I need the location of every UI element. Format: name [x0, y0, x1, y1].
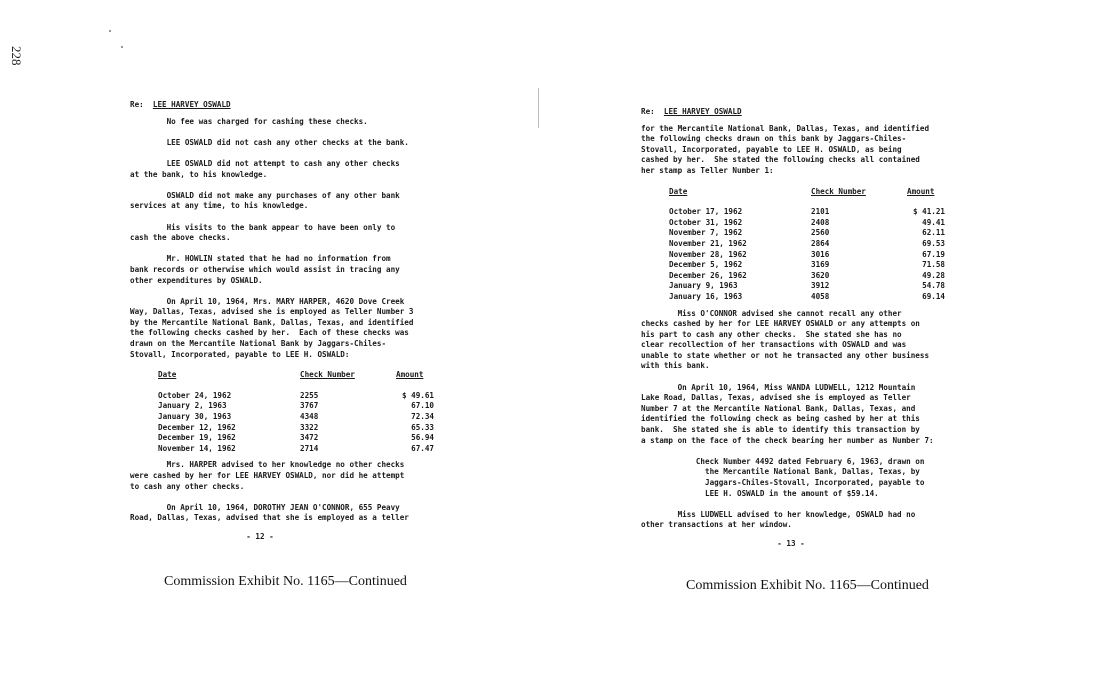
check-number-cell: 3912 [811, 281, 830, 291]
paragraph: for the Mercantile National Bank, Dallas, Texas, and identified the following checks drawn on this bank by Jaggars-Chiles- Stovall, Incorporated, payable to LEE H. OSWALD, as being cashed by her. She stated the following checks all contained her stamp as Teller Number 1: [641, 123, 930, 175]
date-cell: November 28, 1962 [669, 249, 747, 259]
check-number-cell: 2560 [811, 228, 830, 238]
re-subject: LEE HARVEY OSWALD [152, 100, 231, 109]
paragraph: Miss LUDWELL advised to her knowledge, OSWALD had no other transactions at her window. [641, 509, 916, 530]
table-row [669, 218, 945, 229]
left-paragraphs [130, 117, 490, 361]
amount-cell: 71.58 [922, 260, 945, 270]
paragraph: No fee was charged for cashing these checks. [130, 116, 368, 126]
check-number-cell: 2255 [300, 390, 319, 400]
left-page [130, 100, 490, 543]
table-row [158, 423, 434, 434]
table-header-row [669, 187, 945, 208]
amount-cell: $ 49.61 [401, 390, 434, 400]
paragraph: Miss O'CONNOR advised she cannot recall any other checks cashed by her for LEE HARVEY OSWALD or any attempts on his part to cash any other checks. She stated she has no clear recollection of her transactions with OSWALD and was unable to state whether or not he transacted any other business with this bank. [641, 308, 930, 371]
table-row [669, 207, 945, 218]
table-row [669, 260, 945, 271]
check-number-cell: 4348 [300, 412, 319, 422]
left-paragraphs-after [130, 460, 490, 524]
table-row [669, 228, 945, 239]
check-number-cell: 2714 [300, 443, 319, 453]
table-row [669, 281, 945, 292]
paragraph: Mr. HOWLIN stated that he had no information from bank records or otherwise which would assist in tracing any other expenditures by OSWALD. [130, 254, 400, 285]
column-header: Check Number [300, 370, 355, 380]
amount-cell: 67.10 [411, 401, 434, 411]
amount-cell: 65.33 [411, 422, 434, 432]
paragraph: On April 10, 1964, DOROTHY JEAN O'CONNOR, 655 Peavy Road, Dallas, Texas, advised that she is employed as a teller [130, 502, 409, 523]
page-footer-number: - 13 - [777, 538, 805, 548]
paragraph: His visits to the bank appear to have been only to cash the above checks. [130, 222, 396, 243]
date-cell: December 5, 1962 [669, 260, 743, 270]
check-number-cell: 3472 [300, 433, 319, 443]
amount-cell: 67.19 [922, 249, 945, 259]
date-cell: November 14, 1962 [158, 443, 236, 453]
table-row [669, 271, 945, 282]
re-subject: LEE HARVEY OSWALD [663, 107, 742, 116]
table-row [669, 292, 945, 303]
table-row [158, 391, 434, 402]
table-row [669, 250, 945, 261]
exhibit-caption-left [164, 574, 407, 590]
paragraph: Mrs. HARPER advised to her knowledge no other checks were cashed by her for LEE HARVEY OSWALD, nor did he attempt to cash any other checks. [130, 460, 405, 491]
date-cell: December 26, 1962 [669, 270, 747, 280]
check-number-cell: 4058 [811, 291, 830, 301]
amount-cell: 62.11 [922, 228, 945, 238]
caption-text: Commission Exhibit No. 1165—Continued [686, 578, 929, 593]
date-cell: December 19, 1962 [158, 433, 236, 443]
amount-cell: 72.34 [411, 412, 434, 422]
paragraph: On April 10, 1964, Miss WANDA LUDWELL, 1212 Mountain Lake Road, Dallas, Texas, advised she is employed as Teller Number 7 at the Mercantile National Bank, Dallas, Texas, and identified the following check as being cashed by her at this bank. She stated she is able to identify this transaction by a stamp on the face of the check bearing her number as Number 7: [641, 382, 934, 445]
date-cell: January 9, 1963 [669, 281, 738, 291]
column-header: Date [158, 370, 177, 380]
column-header: Date [669, 186, 688, 196]
paragraph: LEE OSWALD did not attempt to cash any other checks at the bank, to his knowledge. [130, 158, 400, 179]
amount-cell: 49.28 [922, 270, 945, 280]
table-row [669, 239, 945, 250]
paragraph: On April 10, 1964, Mrs. MARY HARPER, 4620 Dove Creek Way, Dallas, Texas, advised she is employed as Teller Number 3 by the Mercantile National Bank, Dallas, Texas, and identified the following checks cashed by her. Each of these checks was drawn on the Mercantile National Bank by Jaggars-Chiles- Stovall, Incorporated, payable to LEE H. OSWALD: [130, 296, 414, 359]
column-header: Check Number [811, 186, 866, 196]
table-row [158, 412, 434, 423]
check-number-cell: 3620 [811, 270, 830, 280]
page-number: 228 [9, 46, 24, 66]
amount-cell: 54.78 [922, 281, 945, 291]
exhibit-caption-right [686, 578, 929, 594]
date-cell: January 16, 1963 [669, 291, 743, 301]
date-cell: December 12, 1962 [158, 422, 236, 432]
amount-cell: $ 41.21 [912, 207, 945, 217]
table-body [669, 207, 945, 302]
re-line [130, 100, 490, 111]
date-cell: January 30, 1963 [158, 412, 232, 422]
table-header-row [158, 370, 434, 391]
scan-speck [109, 30, 111, 32]
re-line [641, 107, 1001, 118]
right-paragraphs-after [641, 309, 1001, 531]
check-number-cell: 3767 [300, 401, 319, 411]
left-checks-table [158, 370, 434, 454]
amount-cell: 67.47 [411, 443, 434, 453]
check-number-cell: 2101 [811, 207, 830, 217]
date-cell: November 21, 1962 [669, 238, 747, 248]
right-checks-table [669, 187, 945, 303]
re-label: Re: [130, 100, 144, 109]
paragraph: LEE OSWALD did not cash any other checks at the bank. [130, 137, 409, 147]
scan-speck [121, 46, 123, 48]
column-header: Amount [396, 370, 424, 380]
amount-cell: 69.14 [922, 291, 945, 301]
date-cell: October 24, 1962 [158, 390, 232, 400]
column-header: Amount [907, 186, 935, 196]
date-cell: January 2, 1963 [158, 401, 227, 411]
right-page [641, 107, 1001, 550]
table-row [158, 444, 434, 455]
check-number-cell: 2864 [811, 238, 830, 248]
check-number-cell: 3016 [811, 249, 830, 259]
date-cell: November 7, 1962 [669, 228, 743, 238]
date-cell: October 31, 1962 [669, 217, 743, 227]
table-row [158, 401, 434, 412]
amount-cell: 56.94 [411, 433, 434, 443]
check-number-cell: 2408 [811, 217, 830, 227]
page-footer-number: - 12 - [246, 531, 274, 541]
page-fold-line [538, 88, 539, 128]
paragraph: OSWALD did not make any purchases of any other bank services at any time, to his knowledge. [130, 190, 400, 211]
table-row [158, 433, 434, 444]
re-label: Re: [641, 107, 655, 116]
check-number-cell: 3322 [300, 422, 319, 432]
date-cell: October 17, 1962 [669, 207, 743, 217]
table-body [158, 391, 434, 455]
caption-text: Commission Exhibit No. 1165—Continued [164, 574, 407, 589]
right-paragraphs [641, 124, 1001, 177]
paragraph: Check Number 4492 dated February 6, 1963, drawn on the Mercantile National Bank, Dallas, Texas, by Jaggars-Chiles-Stovall, Incorporated, payable to LEE H. OSWALD in the amount of $59.14. [695, 456, 925, 498]
amount-cell: 49.41 [922, 217, 945, 227]
check-number-cell: 3169 [811, 260, 830, 270]
amount-cell: 69.53 [922, 238, 945, 248]
